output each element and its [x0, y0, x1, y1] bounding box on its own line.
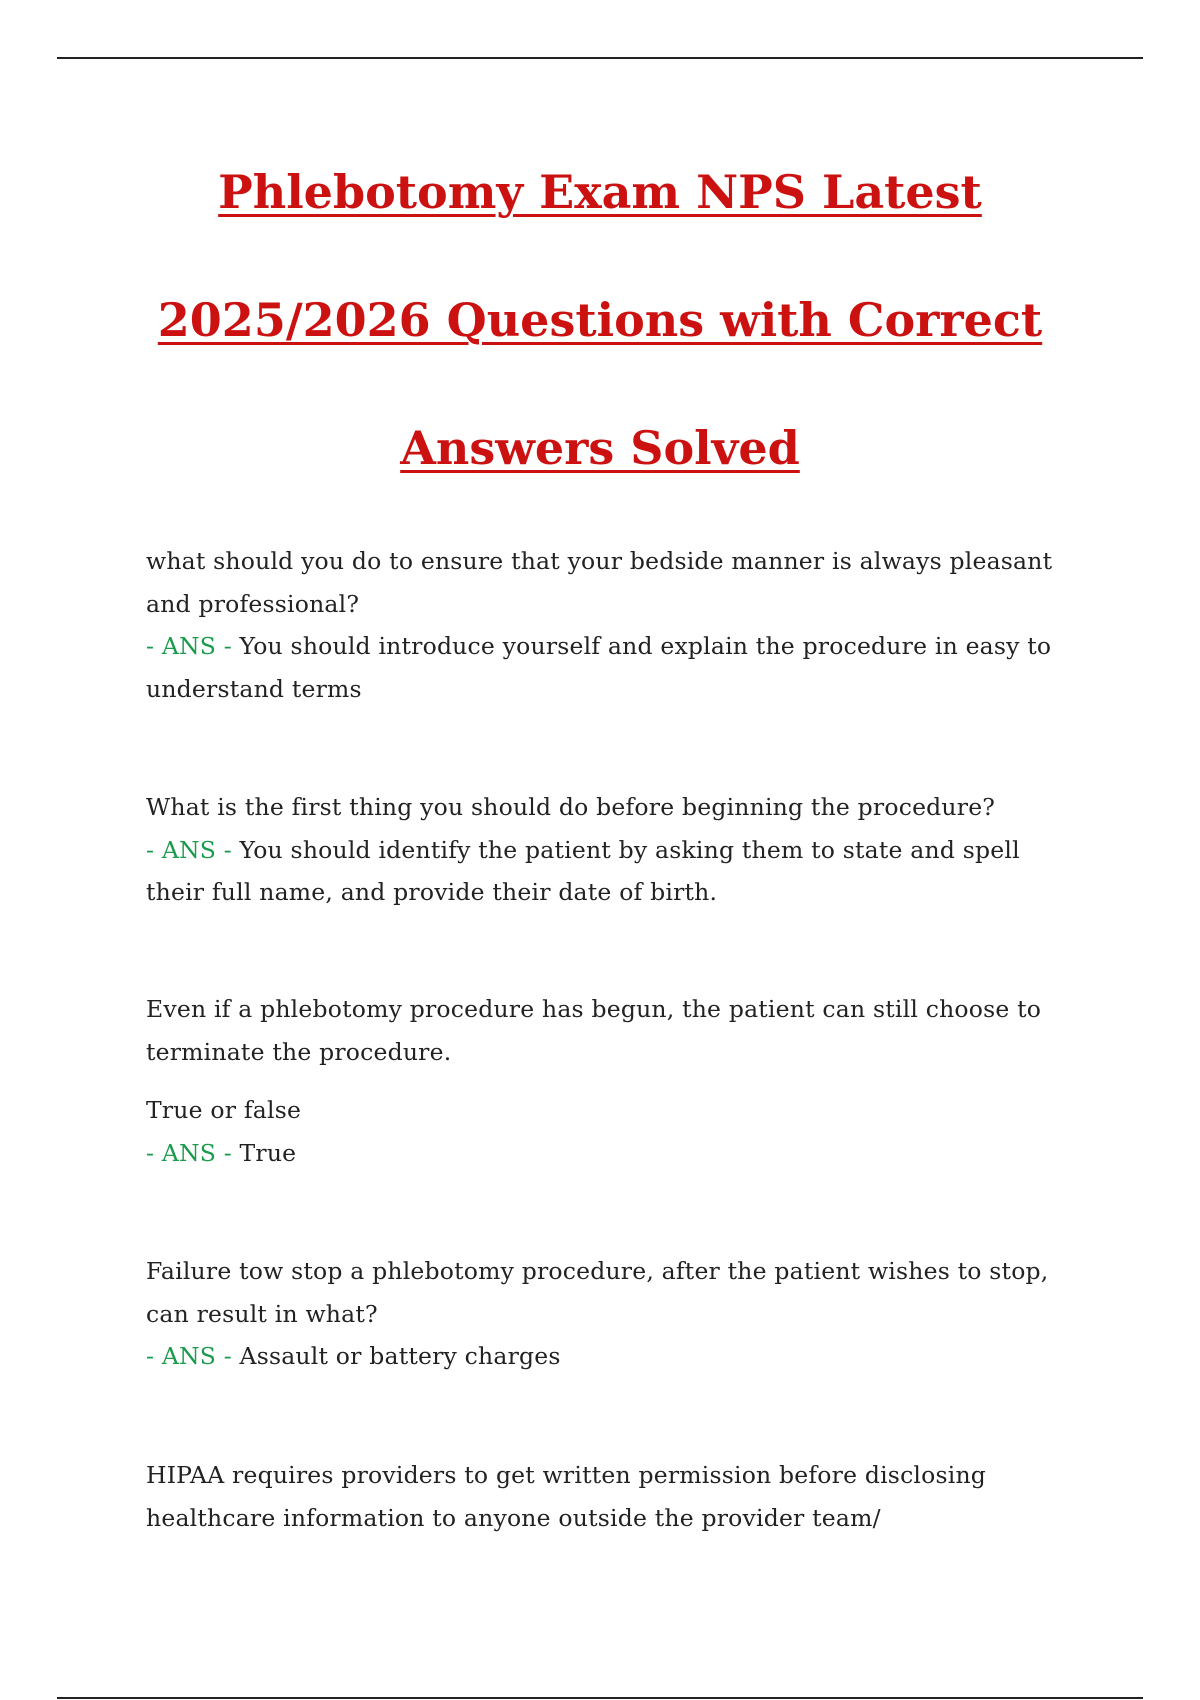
- answer-prefix: -: [146, 835, 162, 864]
- answer-text: Assault or battery charges: [239, 1342, 561, 1370]
- qa-item-3: [146, 988, 1076, 1174]
- question-text: HIPAA requires providers to get written permission before disclosing healthcare information to anyone outside the provider team/: [146, 1461, 987, 1532]
- top-rule: [57, 57, 1143, 59]
- answer-suffix: -: [216, 1138, 240, 1167]
- question-text: What is the first thing you should do before beginning the procedure?: [146, 793, 996, 821]
- question-text: Failure tow stop a phlebotomy procedure, after the patient wishes to stop, can result in what?: [146, 1257, 1049, 1328]
- answer-line: [146, 1132, 1076, 1175]
- title-line-2: 2025/2026 Questions with Correct: [157, 293, 1043, 347]
- document-title: [0, 128, 1200, 512]
- answer-text: You should introduce yourself and explain the procedure in easy to understand terms: [146, 632, 1052, 703]
- answer-suffix: -: [216, 632, 240, 660]
- title-line-1: Phlebotomy Exam NPS Latest: [218, 165, 982, 219]
- answer-line: [146, 829, 1076, 914]
- qa-item-1: [146, 540, 1076, 710]
- question-text: Even if a phlebotomy procedure has begun, the patient can still choose to terminate the procedure.: [146, 995, 1042, 1066]
- answer-label: ANS: [161, 835, 217, 864]
- answer-line: [146, 1335, 1076, 1378]
- qa-item-5: [146, 1454, 1076, 1539]
- bottom-rule: [57, 1697, 1143, 1699]
- qa-item-4: [146, 1250, 1076, 1378]
- answer-prefix: -: [146, 1342, 162, 1370]
- title-line-3: Answers Solved: [400, 421, 800, 475]
- answer-text: You should identify the patient by asking them to state and spell their full name, and provide their date of birth.: [146, 835, 1020, 906]
- answer-prefix: -: [146, 1138, 162, 1167]
- answer-prefix: -: [146, 632, 162, 660]
- answer-label: ANS: [161, 1342, 217, 1370]
- qa-item-2: [146, 786, 1076, 914]
- answer-line: [146, 625, 1076, 710]
- question-subtext: True or false: [146, 1096, 302, 1124]
- question-text: what should you do to ensure that your bedside manner is always pleasant and professional?: [146, 547, 1053, 618]
- answer-label: ANS: [161, 632, 217, 660]
- answer-label: ANS: [161, 1138, 217, 1167]
- answer-text: True: [239, 1138, 297, 1167]
- answer-suffix: -: [216, 835, 240, 864]
- answer-suffix: -: [216, 1342, 240, 1370]
